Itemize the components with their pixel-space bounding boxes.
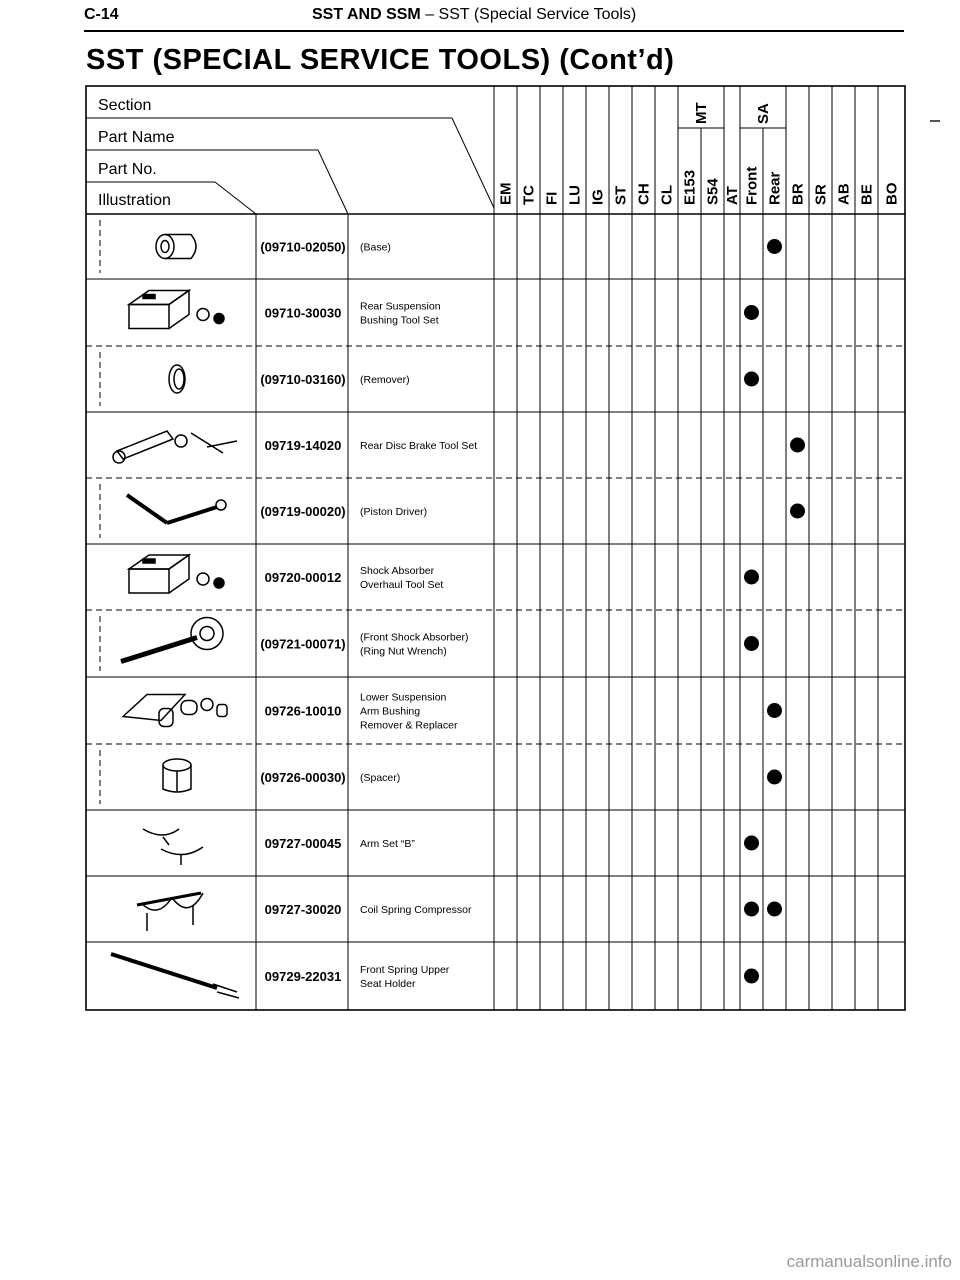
table-row bbox=[265, 836, 759, 852]
applicability-dot-front bbox=[744, 305, 759, 320]
part-name: Arm Set “B” bbox=[360, 838, 415, 850]
running-title-bold: SST AND SSM bbox=[312, 6, 421, 23]
part-name: Rear Disc Brake Tool Set bbox=[360, 440, 478, 452]
section-column-s54: S54 bbox=[704, 178, 722, 205]
ring-nut-wrench-icon bbox=[121, 618, 223, 662]
applicability-dot-rear bbox=[767, 902, 782, 917]
applicability-dot-rear bbox=[767, 239, 782, 254]
section-column-fi: FI bbox=[543, 191, 561, 205]
corner-diagonal bbox=[318, 150, 348, 214]
section-column-ab: AB bbox=[835, 183, 853, 205]
table-row bbox=[265, 565, 759, 591]
applicability-dot-front bbox=[744, 902, 759, 917]
part-number: 09727-30020 bbox=[264, 902, 342, 917]
section-column-st: ST bbox=[612, 185, 630, 205]
part-number: 09710-30030 bbox=[264, 305, 342, 321]
section-column-ig: IG bbox=[589, 189, 607, 205]
part-name: Remover & Replacer bbox=[360, 719, 458, 732]
part-name: Rear Suspension bbox=[360, 300, 441, 313]
part-number: 09726-10010 bbox=[264, 703, 342, 719]
section-column-at: AT bbox=[724, 186, 741, 205]
corner-diagonal bbox=[215, 182, 256, 214]
part-number: (09719-00020) bbox=[260, 504, 346, 519]
section-column-em: EM bbox=[497, 182, 515, 205]
section-column-br: BR bbox=[789, 183, 807, 205]
applicability-dot-br bbox=[790, 504, 805, 519]
part-name: Coil Spring Compressor bbox=[360, 904, 472, 916]
section-label: Section bbox=[98, 97, 152, 114]
table-row bbox=[260, 372, 759, 388]
table-row bbox=[265, 692, 782, 732]
applicability-dot-front bbox=[744, 636, 759, 651]
tool-case-icon bbox=[129, 555, 224, 593]
part-number: (09710-03160) bbox=[260, 372, 346, 387]
part-number: 09719-14020 bbox=[264, 438, 342, 453]
section-column-rear: Rear bbox=[766, 171, 784, 205]
arm-set-icon bbox=[143, 829, 203, 865]
table-row bbox=[260, 504, 805, 520]
applicability-dot-rear bbox=[767, 770, 782, 785]
table-row bbox=[265, 902, 782, 918]
section-column-sr: SR bbox=[812, 184, 830, 205]
spacer-icon bbox=[163, 759, 191, 792]
group-mt: MT bbox=[693, 102, 710, 124]
part-number: 09720-00012 bbox=[264, 570, 342, 585]
applicability-dot-front bbox=[744, 969, 759, 984]
applicability-dot-front bbox=[744, 570, 759, 585]
part-name: (Spacer) bbox=[360, 772, 401, 784]
part-name: (Piston Driver) bbox=[360, 506, 428, 518]
seat-holder-icon bbox=[111, 954, 239, 998]
table-row bbox=[265, 301, 759, 327]
running-title-rest: – SST (Special Service Tools) bbox=[420, 6, 637, 23]
applicability-dot-front bbox=[744, 372, 759, 387]
spring-compressor-icon bbox=[137, 893, 203, 931]
part-number: 09727-00045 bbox=[264, 836, 342, 851]
section-column-tc: TC bbox=[520, 185, 538, 205]
part-name: (Front Shock Absorber) bbox=[360, 631, 469, 644]
bushing-tool-icon bbox=[156, 235, 196, 259]
corner-diagonal bbox=[452, 118, 494, 208]
part-name: (Base) bbox=[360, 241, 391, 254]
table-row bbox=[260, 239, 782, 255]
part-name: Shock Absorber bbox=[360, 565, 435, 577]
part-name: Overhaul Tool Set bbox=[360, 579, 444, 591]
part-name: Front Spring Upper bbox=[360, 964, 450, 976]
group-sa: SA bbox=[755, 103, 772, 124]
watermark: carmanualsonline.info bbox=[786, 1252, 952, 1271]
part-number: (09721-00071) bbox=[260, 636, 346, 652]
part-no-label: Part No. bbox=[98, 161, 157, 178]
page-title: SST (SPECIAL SERVICE TOOLS) (Cont’d) bbox=[86, 44, 675, 76]
table-row bbox=[260, 770, 782, 786]
part-name: (Remover) bbox=[360, 374, 410, 386]
margin-mark bbox=[930, 120, 940, 122]
part-number: (09710-02050) bbox=[260, 239, 346, 255]
part-name: Bushing Tool Set bbox=[360, 314, 439, 327]
brake-tool-icon bbox=[113, 431, 237, 463]
section-column-cl: CL bbox=[658, 185, 676, 205]
table-row bbox=[260, 632, 759, 658]
applicability-dot-br bbox=[790, 438, 805, 453]
page-code: C-14 bbox=[84, 6, 119, 23]
remover-icon bbox=[169, 365, 185, 393]
part-number: (09726-00030) bbox=[260, 770, 346, 785]
part-name-label: Part Name bbox=[98, 129, 175, 146]
piston-driver-icon bbox=[127, 495, 226, 523]
section-column-e153: E153 bbox=[681, 169, 699, 205]
bushing-set-icon bbox=[123, 695, 227, 727]
part-name: (Ring Nut Wrench) bbox=[360, 645, 447, 658]
tool-case-icon bbox=[129, 291, 224, 329]
section-column-ch: CH bbox=[635, 183, 653, 205]
part-name: Lower Suspension bbox=[360, 691, 447, 704]
section-column-front: Front bbox=[743, 166, 761, 205]
table-frame bbox=[86, 86, 905, 1010]
applicability-dot-front bbox=[744, 836, 759, 851]
section-column-bo: BO bbox=[883, 182, 901, 205]
applicability-dot-rear bbox=[767, 703, 782, 718]
section-column-be: BE bbox=[858, 184, 876, 205]
section-column-lu: LU bbox=[566, 185, 584, 205]
table-row bbox=[265, 964, 759, 990]
part-number: 09729-22031 bbox=[264, 969, 342, 984]
part-name: Arm Bushing bbox=[360, 705, 421, 718]
part-name: Seat Holder bbox=[360, 978, 416, 990]
illustration-label: Illustration bbox=[98, 192, 171, 209]
